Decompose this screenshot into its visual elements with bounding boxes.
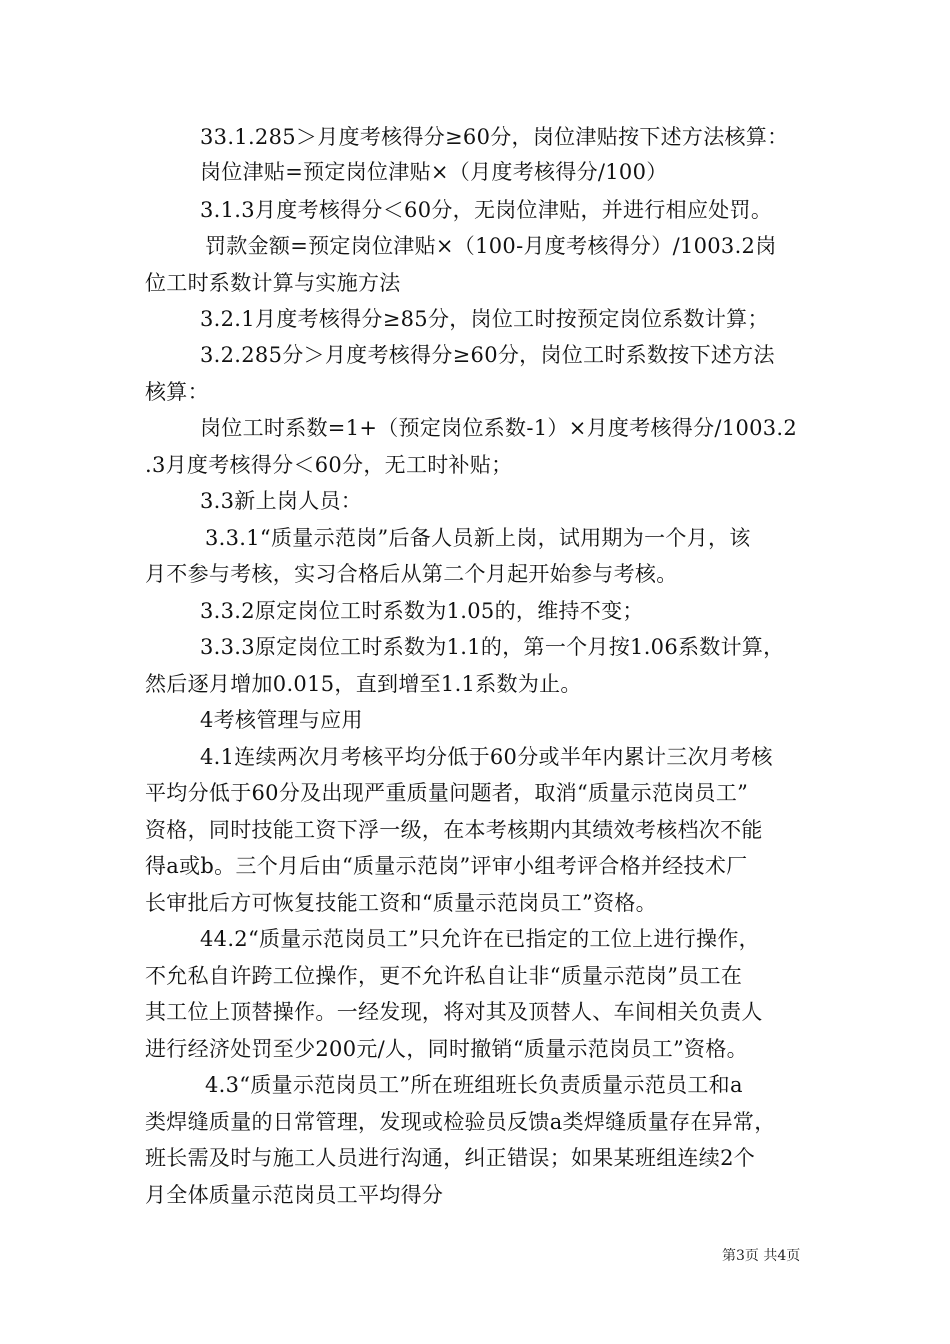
text-line: 然后逐月增加0.015，直到增至1.1系数为止。 bbox=[145, 672, 582, 696]
text-line: 4.3“质量示范岗员工”所在班组班长负责质量示范员工和a bbox=[205, 1073, 743, 1097]
text-line: 3.2.1月度考核得分≥85分，岗位工时按预定岗位系数计算； bbox=[200, 307, 769, 331]
text-line: 不允私自许跨工位操作，更不允许私自让非“质量示范岗”员工在 bbox=[145, 964, 743, 988]
text-line: 资格，同时技能工资下浮一级，在本考核期内其绩效考核档次不能 bbox=[145, 818, 763, 842]
text-line: 3.3新上岗人员： bbox=[200, 489, 363, 513]
text-line: 平均分低于60分及出现严重质量问题者，取消“质量示范岗员工” bbox=[145, 781, 749, 805]
text-line: 3.3.3原定岗位工时系数为1.1的，第一个月按1.06系数计算， bbox=[200, 635, 785, 659]
text-line: .3月度考核得分＜60分，无工时补贴； bbox=[145, 453, 513, 477]
text-line: 月不参与考核，实习合格后从第二个月起开始参与考核。 bbox=[145, 562, 678, 586]
text-line: 其工位上顶替操作。一经发现，将对其及顶替人、车间相关负责人 bbox=[145, 1000, 763, 1024]
text-line: 类焊缝质量的日常管理，发现或检验员反馈a类焊缝质量存在异常， bbox=[145, 1110, 776, 1134]
text-line: 3.3.2原定岗位工时系数为1.05的，维持不变； bbox=[200, 599, 644, 623]
text-line: 得a或b。三个月后由“质量示范岗”评审小组考评合格并经技术厂 bbox=[145, 854, 748, 878]
text-line: 罚款金额=预定岗位津贴×（100-月度考核得分）/1003.2岗 bbox=[205, 234, 777, 258]
section-heading: 4考核管理与应用 bbox=[200, 708, 363, 732]
text-line: 3.1.3月度考核得分＜60分，无岗位津贴，并进行相应处罚。 bbox=[200, 198, 773, 222]
text-line: 班长需及时与施工人员进行沟通，纠正错误；如果某班组连续2个 bbox=[145, 1146, 756, 1170]
text-line: 岗位工时系数=1+（预定岗位系数-1）×月度考核得分/1003.2 bbox=[200, 416, 798, 440]
text-line: 4.1连续两次月考核平均分低于60分或半年内累计三次月考核 bbox=[200, 745, 773, 769]
text-line: 3.3.1“质量示范岗”后备人员新上岗，试用期为一个月，该 bbox=[205, 526, 751, 550]
text-line: 3.2.285分＞月度考核得分≥60分，岗位工时系数按下述方法 bbox=[200, 343, 775, 367]
text-line: 33.1.285＞月度考核得分≥60分，岗位津贴按下述方法核算： bbox=[200, 125, 789, 149]
text-line: 长审批后方可恢复技能工资和“质量示范岗员工”资格。 bbox=[145, 891, 657, 915]
text-line: 月全体质量示范岗员工平均得分 bbox=[145, 1183, 444, 1207]
text-line: 44.2“质量示范岗员工”只允许在已指定的工位上进行操作， bbox=[200, 927, 760, 951]
text-line: 位工时系数计算与实施方法 bbox=[145, 271, 401, 295]
text-line: 核算： bbox=[145, 380, 209, 404]
text-line: 岗位津贴=预定岗位津贴×（月度考核得分/100） bbox=[200, 160, 668, 184]
page-number: 第3页 共4页 bbox=[722, 1248, 801, 1264]
text-line: 进行经济处罚至少200元/人，同时撤销“质量示范岗员工”资格。 bbox=[145, 1037, 748, 1061]
